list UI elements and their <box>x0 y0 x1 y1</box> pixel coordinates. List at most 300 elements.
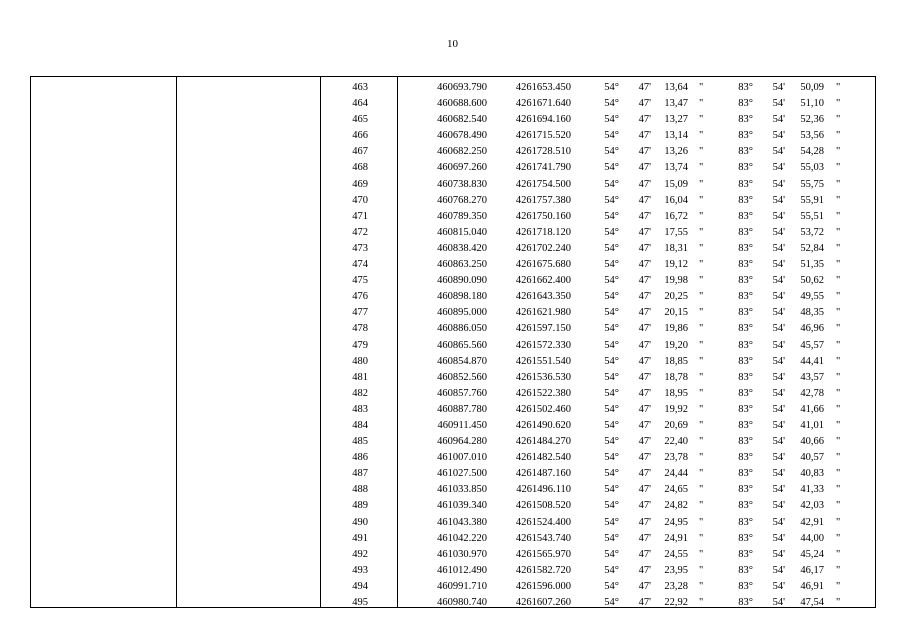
latitude-seconds: 24,91 <box>664 532 688 544</box>
longitude-minutes <box>765 289 785 305</box>
latitude-minutes-value: 47 <box>638 114 650 126</box>
longitude-seconds: 55,51 <box>800 210 824 222</box>
x-coordinate: 460887.780 <box>437 403 487 415</box>
latitude-minutes-unit: ' <box>649 242 651 254</box>
latitude-degrees-value: 54 <box>604 323 615 335</box>
longitude-seconds: 46,17 <box>800 564 824 576</box>
longitude-seconds: 55,75 <box>800 178 824 190</box>
latitude-minutes <box>631 370 651 386</box>
latitude-minutes-unit: ' <box>649 323 651 335</box>
latitude-degrees-value: 54 <box>604 275 615 287</box>
longitude-minutes-value: 54 <box>772 452 784 464</box>
y-coordinate: 4261487.160 <box>515 468 571 480</box>
x-coordinate: 460863.250 <box>437 259 487 271</box>
longitude-degrees-unit: ° <box>748 291 753 303</box>
latitude-degrees <box>599 338 619 354</box>
longitude-seconds: 45,24 <box>800 548 824 560</box>
longitude-seconds: 46,91 <box>800 580 824 592</box>
table-row <box>31 466 875 482</box>
longitude-degrees <box>733 305 753 321</box>
longitude-degrees-value: 83 <box>738 130 749 142</box>
longitude-degrees-unit: ° <box>748 355 753 367</box>
longitude-seconds-mark: " <box>836 564 841 576</box>
latitude-seconds-mark: " <box>699 516 704 528</box>
longitude-degrees <box>733 547 753 563</box>
longitude-seconds-mark: " <box>836 403 841 415</box>
x-coordinate: 461042.220 <box>437 532 487 544</box>
latitude-degrees-value: 54 <box>604 564 615 576</box>
longitude-seconds: 44,00 <box>800 532 824 544</box>
latitude-degrees-value: 54 <box>604 580 615 592</box>
longitude-minutes <box>765 257 785 273</box>
latitude-seconds: 13,27 <box>664 114 688 126</box>
latitude-degrees <box>599 579 619 595</box>
latitude-degrees-unit: ° <box>614 98 619 110</box>
latitude-minutes-value: 47 <box>638 403 650 415</box>
latitude-seconds-mark: " <box>699 548 704 560</box>
longitude-degrees <box>733 273 753 289</box>
latitude-minutes <box>631 595 651 611</box>
longitude-minutes <box>765 209 785 225</box>
latitude-minutes <box>631 225 651 241</box>
latitude-seconds-mark: " <box>699 419 704 431</box>
longitude-degrees <box>733 193 753 209</box>
latitude-degrees <box>599 241 619 257</box>
latitude-degrees <box>599 160 619 176</box>
latitude-degrees-unit: ° <box>614 500 619 512</box>
longitude-seconds: 42,91 <box>800 516 824 528</box>
longitude-degrees <box>733 370 753 386</box>
latitude-seconds-mark: " <box>699 436 704 448</box>
longitude-seconds-mark: " <box>836 500 841 512</box>
latitude-degrees-value: 54 <box>604 452 615 464</box>
latitude-minutes-unit: ' <box>649 259 651 271</box>
longitude-degrees <box>733 338 753 354</box>
longitude-degrees-value: 83 <box>738 564 749 576</box>
longitude-degrees-value: 83 <box>738 436 749 448</box>
longitude-minutes-value: 54 <box>772 564 784 576</box>
latitude-seconds: 20,25 <box>664 291 688 303</box>
latitude-degrees-unit: ° <box>614 114 619 126</box>
longitude-minutes <box>765 241 785 257</box>
latitude-degrees-unit: ° <box>614 419 619 431</box>
latitude-seconds-mark: " <box>699 484 704 496</box>
latitude-minutes-unit: ' <box>649 178 651 190</box>
latitude-degrees-unit: ° <box>614 339 619 351</box>
longitude-seconds-mark: " <box>836 114 841 126</box>
latitude-minutes-unit: ' <box>649 291 651 303</box>
latitude-minutes <box>631 177 651 193</box>
latitude-seconds: 18,31 <box>664 242 688 254</box>
latitude-degrees-value: 54 <box>604 387 615 399</box>
longitude-minutes-value: 54 <box>772 339 784 351</box>
point-number: 468 <box>352 162 368 174</box>
longitude-seconds-mark: " <box>836 194 841 206</box>
longitude-degrees <box>733 289 753 305</box>
longitude-degrees-value: 83 <box>738 452 749 464</box>
table-row <box>31 370 875 386</box>
point-number: 478 <box>352 323 368 335</box>
latitude-minutes-unit: ' <box>649 98 651 110</box>
longitude-seconds-mark: " <box>836 98 841 110</box>
y-coordinate: 4261653.450 <box>515 82 571 93</box>
latitude-degrees <box>599 257 619 273</box>
latitude-minutes <box>631 547 651 563</box>
longitude-degrees-value: 83 <box>738 371 749 383</box>
longitude-degrees-value: 83 <box>738 532 749 544</box>
latitude-minutes <box>631 144 651 160</box>
table-row <box>31 386 875 402</box>
point-number: 481 <box>352 371 368 383</box>
longitude-degrees-value: 83 <box>738 597 749 608</box>
longitude-minutes <box>765 402 785 418</box>
latitude-degrees <box>599 370 619 386</box>
longitude-minutes <box>765 482 785 498</box>
longitude-seconds: 55,91 <box>800 194 824 206</box>
y-coordinate: 4261484.270 <box>515 436 571 448</box>
longitude-minutes-value: 54 <box>772 259 784 271</box>
latitude-degrees-value: 54 <box>604 242 615 254</box>
latitude-degrees <box>599 595 619 611</box>
longitude-degrees-value: 83 <box>738 259 749 271</box>
longitude-minutes <box>765 515 785 531</box>
latitude-minutes-unit: ' <box>649 275 651 287</box>
longitude-minutes-unit: ' <box>783 210 785 222</box>
x-coordinate: 460852.560 <box>437 371 487 383</box>
longitude-seconds-mark: " <box>836 484 841 496</box>
latitude-minutes-unit: ' <box>649 130 651 142</box>
longitude-degrees-value: 83 <box>738 178 749 190</box>
y-coordinate: 4261643.350 <box>515 291 571 303</box>
longitude-minutes-value: 54 <box>772 323 784 335</box>
longitude-seconds: 42,78 <box>800 387 824 399</box>
point-number: 482 <box>352 387 368 399</box>
latitude-seconds: 15,09 <box>664 178 688 190</box>
point-number: 484 <box>352 419 368 431</box>
latitude-degrees <box>599 321 619 337</box>
longitude-degrees-value: 83 <box>738 484 749 496</box>
longitude-seconds: 52,84 <box>800 242 824 254</box>
latitude-degrees-unit: ° <box>614 580 619 592</box>
longitude-degrees <box>733 112 753 128</box>
longitude-minutes <box>765 177 785 193</box>
longitude-minutes <box>765 386 785 402</box>
longitude-degrees-value: 83 <box>738 419 749 431</box>
x-coordinate: 460911.450 <box>437 419 487 431</box>
latitude-minutes-value: 47 <box>638 597 650 608</box>
latitude-minutes-value: 47 <box>638 387 650 399</box>
longitude-degrees-unit: ° <box>748 194 753 206</box>
point-number: 467 <box>352 146 368 158</box>
latitude-degrees <box>599 402 619 418</box>
point-number: 495 <box>352 597 368 608</box>
longitude-degrees-value: 83 <box>738 82 749 93</box>
table-row <box>31 241 875 257</box>
point-number: 469 <box>352 178 368 190</box>
latitude-minutes-unit: ' <box>649 532 651 544</box>
longitude-seconds: 40,57 <box>800 452 824 464</box>
longitude-minutes <box>765 112 785 128</box>
latitude-minutes-value: 47 <box>638 98 650 110</box>
longitude-minutes-unit: ' <box>783 468 785 480</box>
longitude-minutes-unit: ' <box>783 484 785 496</box>
latitude-degrees <box>599 80 619 96</box>
y-coordinate: 4261757.380 <box>515 194 571 206</box>
longitude-minutes-value: 54 <box>772 82 784 93</box>
point-number: 491 <box>352 532 368 544</box>
x-coordinate: 460682.540 <box>437 114 487 126</box>
longitude-minutes-value: 54 <box>772 114 784 126</box>
latitude-degrees <box>599 96 619 112</box>
longitude-degrees-unit: ° <box>748 419 753 431</box>
longitude-minutes-value: 54 <box>772 210 784 222</box>
longitude-minutes-value: 54 <box>772 403 784 415</box>
latitude-minutes-value: 47 <box>638 210 650 222</box>
longitude-degrees <box>733 96 753 112</box>
latitude-degrees-unit: ° <box>614 484 619 496</box>
point-number: 464 <box>352 98 368 110</box>
latitude-minutes-unit: ' <box>649 516 651 528</box>
longitude-minutes-unit: ' <box>783 548 785 560</box>
latitude-degrees-value: 54 <box>604 403 615 415</box>
latitude-degrees-value: 54 <box>604 259 615 271</box>
longitude-minutes-value: 54 <box>772 178 784 190</box>
latitude-seconds: 23,28 <box>664 580 688 592</box>
longitude-seconds-mark: " <box>836 291 841 303</box>
latitude-degrees-value: 54 <box>604 548 615 560</box>
latitude-seconds-mark: " <box>699 403 704 415</box>
latitude-seconds: 18,78 <box>664 371 688 383</box>
x-coordinate: 460854.870 <box>437 355 487 367</box>
latitude-degrees-value: 54 <box>604 130 615 142</box>
longitude-seconds: 52,36 <box>800 114 824 126</box>
latitude-minutes-unit: ' <box>649 564 651 576</box>
y-coordinate: 4261702.240 <box>515 242 571 254</box>
longitude-degrees-value: 83 <box>738 580 749 592</box>
longitude-degrees <box>733 402 753 418</box>
longitude-minutes-unit: ' <box>783 307 785 319</box>
longitude-minutes-unit: ' <box>783 419 785 431</box>
latitude-degrees <box>599 289 619 305</box>
latitude-minutes-unit: ' <box>649 307 651 319</box>
longitude-degrees-value: 83 <box>738 403 749 415</box>
latitude-minutes-value: 47 <box>638 339 650 351</box>
latitude-minutes-unit: ' <box>649 371 651 383</box>
latitude-degrees-unit: ° <box>614 82 619 93</box>
latitude-minutes <box>631 579 651 595</box>
latitude-degrees-unit: ° <box>614 564 619 576</box>
latitude-minutes <box>631 531 651 547</box>
latitude-degrees <box>599 482 619 498</box>
latitude-minutes <box>631 273 651 289</box>
x-coordinate: 460895.000 <box>437 307 487 319</box>
table-row <box>31 80 875 96</box>
latitude-seconds: 19,98 <box>664 275 688 287</box>
latitude-degrees-unit: ° <box>614 436 619 448</box>
longitude-degrees <box>733 354 753 370</box>
latitude-minutes <box>631 434 651 450</box>
latitude-minutes-value: 47 <box>638 580 650 592</box>
y-coordinate: 4261621.980 <box>515 307 571 319</box>
latitude-degrees-value: 54 <box>604 436 615 448</box>
point-number: 463 <box>352 82 368 93</box>
latitude-degrees <box>599 177 619 193</box>
longitude-minutes-unit: ' <box>783 516 785 528</box>
table-row <box>31 418 875 434</box>
longitude-minutes-unit: ' <box>783 194 785 206</box>
longitude-seconds: 42,03 <box>800 500 824 512</box>
latitude-degrees-value: 54 <box>604 194 615 206</box>
longitude-minutes-value: 54 <box>772 419 784 431</box>
latitude-degrees-unit: ° <box>614 371 619 383</box>
longitude-seconds-mark: " <box>836 307 841 319</box>
longitude-seconds-mark: " <box>836 436 841 448</box>
latitude-minutes <box>631 515 651 531</box>
longitude-seconds-mark: " <box>836 532 841 544</box>
table-row <box>31 515 875 531</box>
latitude-degrees-unit: ° <box>614 226 619 238</box>
latitude-minutes <box>631 418 651 434</box>
y-coordinate: 4261565.970 <box>515 548 571 560</box>
latitude-minutes-value: 47 <box>638 146 650 158</box>
longitude-minutes-value: 54 <box>772 387 784 399</box>
longitude-minutes-value: 54 <box>772 226 784 238</box>
latitude-minutes-unit: ' <box>649 387 651 399</box>
longitude-minutes-value: 54 <box>772 548 784 560</box>
latitude-degrees-unit: ° <box>614 291 619 303</box>
x-coordinate: 460890.090 <box>437 275 487 287</box>
point-number: 489 <box>352 500 368 512</box>
longitude-degrees-unit: ° <box>748 371 753 383</box>
latitude-seconds: 24,82 <box>664 500 688 512</box>
latitude-minutes-value: 47 <box>638 436 650 448</box>
longitude-degrees-value: 83 <box>738 516 749 528</box>
latitude-minutes-unit: ' <box>649 82 651 93</box>
latitude-degrees-unit: ° <box>614 194 619 206</box>
latitude-minutes-unit: ' <box>649 484 651 496</box>
longitude-degrees <box>733 128 753 144</box>
longitude-degrees-value: 83 <box>738 114 749 126</box>
longitude-minutes-value: 54 <box>772 468 784 480</box>
longitude-seconds: 55,03 <box>800 162 824 174</box>
longitude-seconds-mark: " <box>836 146 841 158</box>
latitude-minutes <box>631 96 651 112</box>
latitude-seconds-mark: " <box>699 146 704 158</box>
longitude-degrees-unit: ° <box>748 307 753 319</box>
longitude-minutes <box>765 128 785 144</box>
latitude-seconds-mark: " <box>699 82 704 93</box>
table-row <box>31 563 875 579</box>
latitude-degrees <box>599 128 619 144</box>
latitude-seconds: 24,55 <box>664 548 688 560</box>
latitude-degrees-value: 54 <box>604 226 615 238</box>
y-coordinate: 4261508.520 <box>515 500 571 512</box>
latitude-seconds-mark: " <box>699 468 704 480</box>
table-row <box>31 482 875 498</box>
longitude-degrees-unit: ° <box>748 323 753 335</box>
longitude-degrees-value: 83 <box>738 162 749 174</box>
latitude-minutes <box>631 289 651 305</box>
longitude-seconds-mark: " <box>836 468 841 480</box>
longitude-minutes <box>765 563 785 579</box>
longitude-degrees-unit: ° <box>748 275 753 287</box>
longitude-minutes-value: 54 <box>772 597 784 608</box>
longitude-degrees-unit: ° <box>748 516 753 528</box>
latitude-seconds-mark: " <box>699 371 704 383</box>
latitude-seconds-mark: " <box>699 532 704 544</box>
table-row <box>31 321 875 337</box>
latitude-degrees-value: 54 <box>604 162 615 174</box>
latitude-seconds: 19,12 <box>664 259 688 271</box>
longitude-minutes <box>765 225 785 241</box>
longitude-degrees <box>733 579 753 595</box>
latitude-seconds-mark: " <box>699 580 704 592</box>
table-row <box>31 273 875 289</box>
latitude-degrees-unit: ° <box>614 468 619 480</box>
latitude-seconds: 24,95 <box>664 516 688 528</box>
latitude-minutes-value: 47 <box>638 532 650 544</box>
latitude-minutes-value: 47 <box>638 275 650 287</box>
latitude-degrees <box>599 498 619 514</box>
latitude-degrees-value: 54 <box>604 484 615 496</box>
table-row <box>31 128 875 144</box>
latitude-minutes-value: 47 <box>638 307 650 319</box>
latitude-seconds-mark: " <box>699 323 704 335</box>
latitude-seconds-mark: " <box>699 130 704 142</box>
latitude-degrees-unit: ° <box>614 452 619 464</box>
table-row <box>31 96 875 112</box>
latitude-seconds-mark: " <box>699 226 704 238</box>
table-row <box>31 450 875 466</box>
latitude-degrees-unit: ° <box>614 403 619 415</box>
latitude-seconds-mark: " <box>699 114 704 126</box>
longitude-degrees-unit: ° <box>748 580 753 592</box>
latitude-seconds: 13,64 <box>664 82 688 93</box>
point-number: 465 <box>352 114 368 126</box>
x-coordinate: 460815.040 <box>437 226 487 238</box>
latitude-minutes-value: 47 <box>638 82 650 93</box>
longitude-minutes-unit: ' <box>783 98 785 110</box>
x-coordinate: 461033.850 <box>437 484 487 496</box>
point-number: 477 <box>352 307 368 319</box>
x-coordinate: 460682.250 <box>437 146 487 158</box>
longitude-degrees-value: 83 <box>738 548 749 560</box>
longitude-minutes <box>765 160 785 176</box>
y-coordinate: 4261536.530 <box>515 371 571 383</box>
latitude-degrees-unit: ° <box>614 259 619 271</box>
latitude-seconds-mark: " <box>699 275 704 287</box>
point-number: 480 <box>352 355 368 367</box>
latitude-minutes <box>631 450 651 466</box>
longitude-degrees <box>733 595 753 611</box>
longitude-minutes-value: 54 <box>772 436 784 448</box>
longitude-minutes-value: 54 <box>772 194 784 206</box>
y-coordinate: 4261671.640 <box>515 98 571 110</box>
latitude-seconds: 24,44 <box>664 468 688 480</box>
longitude-seconds: 40,83 <box>800 468 824 480</box>
latitude-minutes <box>631 466 651 482</box>
y-coordinate: 4261596.000 <box>515 580 571 592</box>
longitude-degrees-unit: ° <box>748 484 753 496</box>
latitude-seconds-mark: " <box>699 307 704 319</box>
longitude-degrees-value: 83 <box>738 98 749 110</box>
longitude-degrees-unit: ° <box>748 436 753 448</box>
latitude-seconds-mark: " <box>699 162 704 174</box>
x-coordinate: 460980.740 <box>437 597 487 608</box>
longitude-minutes-unit: ' <box>783 371 785 383</box>
y-coordinate: 4261715.520 <box>515 130 571 142</box>
longitude-minutes <box>765 144 785 160</box>
